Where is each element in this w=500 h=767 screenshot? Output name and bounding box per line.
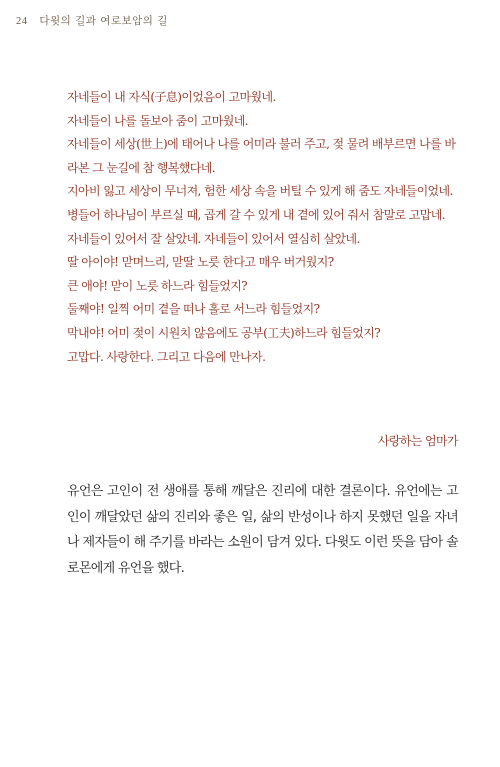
letter-line: 병들어 하나님이 부르실 때, 곱게 갈 수 있게 내 곁에 있어 줘서 참말로 고맙네. bbox=[67, 207, 445, 222]
letter-line: 막내야! 어미 젖이 시원치 않음에도 공부(工夫)하느라 힘들었지? bbox=[67, 325, 381, 340]
letter-line: 고맙다. 사랑한다. 그리고 다음에 만나자. bbox=[67, 349, 266, 364]
letter-line: 큰 애야! 맏이 노릇 하느라 힘들었지? bbox=[67, 278, 248, 293]
body-paragraph bbox=[67, 479, 458, 581]
running-header bbox=[16, 13, 168, 28]
letter-line: 자네들이 세상(世上)에 태어나 나를 어미라 불러 주고, 젖 물려 배부르면 나를 바라본 그 눈길에 참 행복했다네. bbox=[67, 137, 456, 175]
letter-line: 지아비 잃고 세상이 무너져, 험한 세상 속을 버틸 수 있게 해 줌도 자네들이었네. bbox=[67, 184, 453, 199]
page-number: 24 bbox=[16, 16, 28, 27]
letter-signature: 사랑하는 엄마가 bbox=[377, 434, 458, 448]
letter-line: 자네들이 나를 돌보아 줌이 고마웠네. bbox=[67, 113, 248, 128]
mother-letter bbox=[67, 86, 458, 369]
letter-line: 둘째야! 일찍 어미 곁을 떠나 홀로 서느라 힘들었지? bbox=[67, 302, 320, 317]
letter-line: 자네들이 내 자식(子息)이었음이 고마웠네. bbox=[67, 90, 276, 104]
book-title: 다윗의 길과 여로보암의 길 bbox=[39, 15, 168, 27]
body-paragraph-text: 유언은 고인이 전 생애를 통해 깨달은 진리에 대한 결론이다. 유언에는 고인이 깨달았던 삶의 진리와 좋은 일, 삶의 반성이나 하지 못했던 일을 자녀나 제자들이 해 주기를 바라는 소원이 담겨 있다. 다윗도 이런 뜻을 담아 솔로몬에게 유언을 했다. bbox=[67, 484, 458, 576]
letter-line: 자네들이 있어서 잘 살았네. 자네들이 있어서 열심히 살았네. bbox=[67, 231, 360, 246]
letter-line: 딸 아이야! 맏며느리, 맏딸 노릇 한다고 매우 버거웠지? bbox=[67, 255, 334, 270]
